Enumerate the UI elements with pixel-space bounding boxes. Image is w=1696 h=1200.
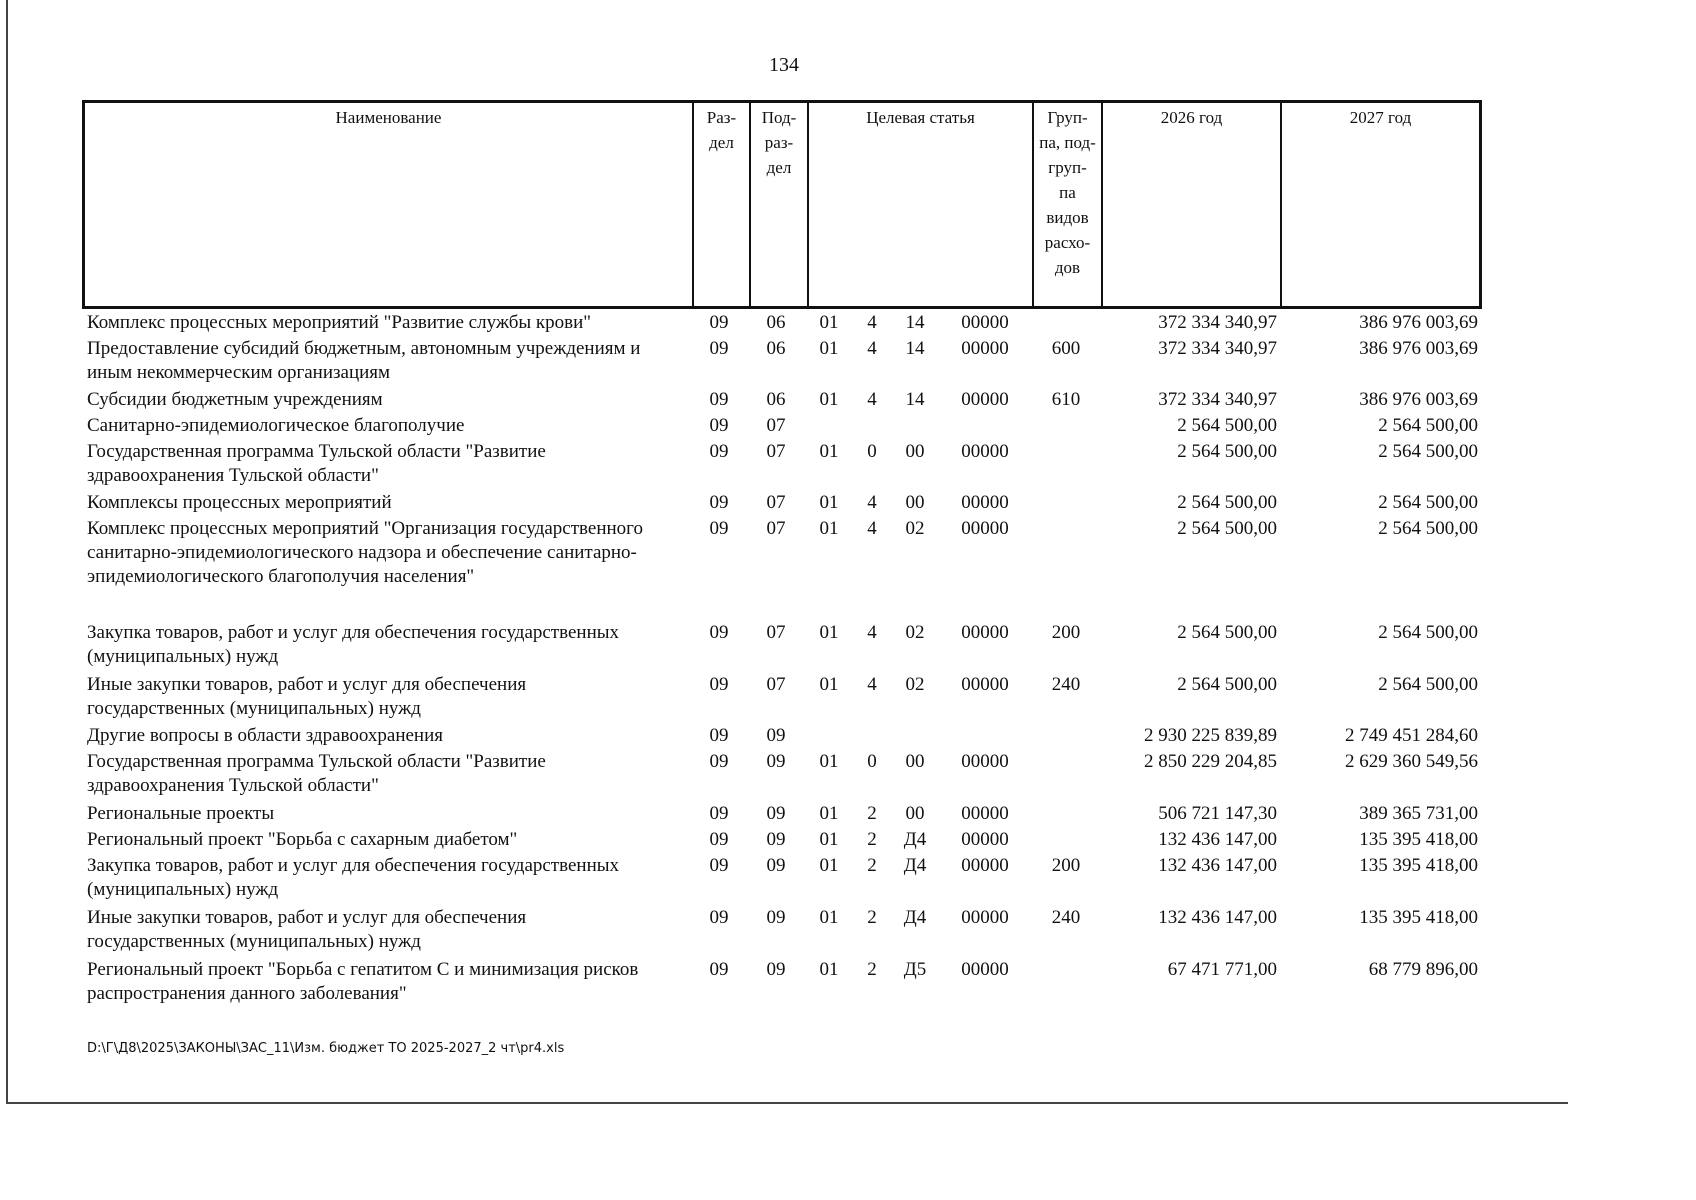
row-name: Государственная программа Тульской области "Развитие здравоохранения Тульской области" bbox=[87, 751, 546, 796]
row-target-type: 2 bbox=[867, 829, 877, 850]
row-target-direction: 00000 bbox=[961, 803, 1009, 824]
row-amount-2027: 2 749 451 284,60 bbox=[1345, 725, 1478, 746]
row-razdel: 09 bbox=[709, 751, 729, 772]
row-target-element: 02 bbox=[905, 518, 925, 539]
row-target-direction: 00000 bbox=[961, 855, 1009, 876]
row-target-program: 01 bbox=[819, 312, 839, 333]
row-amount-2027: 135 395 418,00 bbox=[1359, 907, 1478, 928]
row-podrazdel: 09 bbox=[766, 725, 786, 746]
row-podrazdel: 06 bbox=[766, 389, 786, 410]
row-name: Комплексы процессных мероприятий bbox=[87, 492, 392, 513]
row-target-element: 02 bbox=[905, 674, 925, 695]
row-amount-2027: 389 365 731,00 bbox=[1359, 803, 1478, 824]
row-target-program: 01 bbox=[819, 518, 839, 539]
row-target-program: 01 bbox=[819, 338, 839, 359]
row-razdel: 09 bbox=[709, 312, 729, 333]
row-amount-2026: 2 564 500,00 bbox=[1177, 674, 1277, 695]
row-target-type: 2 bbox=[867, 855, 877, 876]
row-target-direction: 00000 bbox=[961, 518, 1009, 539]
header-razdel: Раз- дел bbox=[706, 108, 737, 152]
row-razdel: 09 bbox=[709, 907, 729, 928]
row-name: Другие вопросы в области здравоохранения bbox=[87, 725, 444, 746]
row-name: Комплекс процессных мероприятий "Организация государственного санитарно-эпидемиологического надзора и обеспечение санитарно- эпидемиологического благополучия населения" bbox=[87, 518, 643, 587]
row-amount-2026: 372 334 340,97 bbox=[1158, 389, 1277, 410]
row-target-direction: 00000 bbox=[961, 674, 1009, 695]
row-target-element: 14 bbox=[905, 389, 925, 410]
row-amount-2026: 132 436 147,00 bbox=[1158, 829, 1277, 850]
row-razdel: 09 bbox=[709, 441, 729, 462]
row-target-element: Д4 bbox=[903, 829, 927, 850]
row-target-type: 4 bbox=[867, 518, 877, 539]
row-amount-2027: 2 564 500,00 bbox=[1378, 674, 1478, 695]
row-name: Иные закупки товаров, работ и услуг для обеспечения государственных (муниципальных) нужд bbox=[87, 907, 527, 952]
row-amount-2026: 2 564 500,00 bbox=[1177, 622, 1277, 643]
row-amount-2027: 68 779 896,00 bbox=[1368, 959, 1478, 980]
row-podrazdel: 09 bbox=[766, 855, 786, 876]
row-name: Региональные проекты bbox=[87, 803, 275, 824]
row-amount-2026: 506 721 147,30 bbox=[1158, 803, 1277, 824]
row-razdel: 09 bbox=[709, 959, 729, 980]
row-target-type: 4 bbox=[867, 492, 877, 513]
row-amount-2027: 386 976 003,69 bbox=[1359, 312, 1478, 333]
row-razdel: 09 bbox=[709, 674, 729, 695]
row-expense-group: 200 bbox=[1051, 622, 1081, 643]
row-razdel: 09 bbox=[709, 518, 729, 539]
row-podrazdel: 09 bbox=[766, 907, 786, 928]
row-podrazdel: 06 bbox=[766, 312, 786, 333]
row-expense-group: 610 bbox=[1051, 389, 1081, 410]
row-target-element: Д4 bbox=[903, 855, 927, 876]
header-2026: 2026 год bbox=[1160, 108, 1223, 127]
row-name: Санитарно-эпидемиологическое благополучие bbox=[87, 415, 465, 436]
row-amount-2026: 2 850 229 204,85 bbox=[1144, 751, 1277, 772]
row-podrazdel: 09 bbox=[766, 959, 786, 980]
row-target-element: 14 bbox=[905, 312, 925, 333]
row-target-direction: 00000 bbox=[961, 492, 1009, 513]
row-target-direction: 00000 bbox=[961, 959, 1009, 980]
row-amount-2027: 2 564 500,00 bbox=[1378, 622, 1478, 643]
row-name: Иные закупки товаров, работ и услуг для обеспечения государственных (муниципальных) нужд bbox=[87, 674, 527, 719]
row-target-element: Д5 bbox=[903, 959, 927, 980]
row-target-program: 01 bbox=[819, 492, 839, 513]
row-amount-2027: 135 395 418,00 bbox=[1359, 829, 1478, 850]
row-razdel: 09 bbox=[709, 389, 729, 410]
row-target-element: 00 bbox=[905, 492, 925, 513]
header-vr: Груп- па, под- груп- па видов расхо- дов bbox=[1039, 108, 1096, 277]
row-amount-2027: 2 564 500,00 bbox=[1378, 492, 1478, 513]
row-target-direction: 00000 bbox=[961, 312, 1009, 333]
row-podrazdel: 07 bbox=[766, 518, 786, 539]
row-amount-2026: 2 564 500,00 bbox=[1177, 518, 1277, 539]
row-target-direction: 00000 bbox=[961, 907, 1009, 928]
row-amount-2026: 2 564 500,00 bbox=[1177, 441, 1277, 462]
row-target-type: 2 bbox=[867, 959, 877, 980]
row-target-program: 01 bbox=[819, 441, 839, 462]
row-amount-2027: 2 564 500,00 bbox=[1378, 518, 1478, 539]
row-razdel: 09 bbox=[709, 492, 729, 513]
row-target-program: 01 bbox=[819, 803, 839, 824]
header-name: Наименование bbox=[335, 108, 442, 127]
row-target-element: 00 bbox=[905, 441, 925, 462]
row-podrazdel: 07 bbox=[766, 622, 786, 643]
row-amount-2027: 2 629 360 549,56 bbox=[1345, 751, 1478, 772]
row-target-type: 2 bbox=[867, 803, 877, 824]
footer-file-path: D:\Г\Д8\2025\ЗАКОНЫ\ЗАС_11\Изм. бюджет ТО 2025-2027_2 чт\pr4.xls bbox=[87, 1041, 565, 1056]
row-razdel: 09 bbox=[709, 803, 729, 824]
row-podrazdel: 09 bbox=[766, 803, 786, 824]
row-podrazdel: 09 bbox=[766, 829, 786, 850]
row-amount-2026: 67 471 771,00 bbox=[1167, 959, 1277, 980]
row-amount-2026: 2 564 500,00 bbox=[1177, 415, 1277, 436]
row-target-program: 01 bbox=[819, 389, 839, 410]
row-amount-2026: 372 334 340,97 bbox=[1158, 338, 1277, 359]
page-number: 134 bbox=[769, 54, 799, 76]
row-razdel: 09 bbox=[709, 855, 729, 876]
row-name: Закупка товаров, работ и услуг для обеспечения государственных (муниципальных) нужд bbox=[87, 622, 620, 667]
row-target-direction: 00000 bbox=[961, 338, 1009, 359]
row-podrazdel: 09 bbox=[766, 751, 786, 772]
row-target-direction: 00000 bbox=[961, 829, 1009, 850]
row-razdel: 09 bbox=[709, 725, 729, 746]
row-podrazdel: 06 bbox=[766, 338, 786, 359]
row-podrazdel: 07 bbox=[766, 441, 786, 462]
row-razdel: 09 bbox=[709, 338, 729, 359]
row-name: Предоставление субсидий бюджетным, автономным учреждениям и иным некоммерческим организациям bbox=[87, 338, 641, 383]
row-amount-2026: 2 564 500,00 bbox=[1177, 492, 1277, 513]
row-target-type: 4 bbox=[867, 338, 877, 359]
row-podrazdel: 07 bbox=[766, 415, 786, 436]
table-header bbox=[82, 100, 1482, 309]
row-name: Комплекс процессных мероприятий "Развитие службы крови" bbox=[87, 312, 592, 333]
row-amount-2027: 2 564 500,00 bbox=[1378, 415, 1478, 436]
row-target-element: 14 bbox=[905, 338, 925, 359]
row-target-type: 0 bbox=[867, 751, 877, 772]
row-target-element: Д4 bbox=[903, 907, 927, 928]
row-target-direction: 00000 bbox=[961, 622, 1009, 643]
row-razdel: 09 bbox=[709, 829, 729, 850]
row-expense-group: 240 bbox=[1051, 907, 1081, 928]
row-target-element: 02 bbox=[905, 622, 925, 643]
row-expense-group: 240 bbox=[1051, 674, 1081, 695]
row-name: Закупка товаров, работ и услуг для обеспечения государственных (муниципальных) нужд bbox=[87, 855, 620, 900]
row-amount-2027: 386 976 003,69 bbox=[1359, 389, 1478, 410]
row-target-element: 00 bbox=[905, 751, 925, 772]
row-target-program: 01 bbox=[819, 829, 839, 850]
row-target-program: 01 bbox=[819, 907, 839, 928]
row-razdel: 09 bbox=[709, 415, 729, 436]
header-podrazdel: Под- раз- дел bbox=[761, 108, 797, 177]
row-expense-group: 200 bbox=[1051, 855, 1081, 876]
row-razdel: 09 bbox=[709, 622, 729, 643]
row-amount-2027: 135 395 418,00 bbox=[1359, 855, 1478, 876]
row-target-program: 01 bbox=[819, 674, 839, 695]
row-amount-2027: 386 976 003,69 bbox=[1359, 338, 1478, 359]
row-target-type: 4 bbox=[867, 312, 877, 333]
row-target-element: 00 bbox=[905, 803, 925, 824]
row-amount-2026: 2 930 225 839,89 bbox=[1144, 725, 1277, 746]
row-target-type: 4 bbox=[867, 674, 877, 695]
row-name: Государственная программа Тульской области "Развитие здравоохранения Тульской области" bbox=[87, 441, 546, 486]
row-name: Субсидии бюджетным учреждениям bbox=[87, 389, 383, 410]
row-target-program: 01 bbox=[819, 855, 839, 876]
row-amount-2026: 132 436 147,00 bbox=[1158, 907, 1277, 928]
page-edge-bottom bbox=[6, 1102, 1568, 1104]
row-target-program: 01 bbox=[819, 622, 839, 643]
row-amount-2026: 132 436 147,00 bbox=[1158, 855, 1277, 876]
row-podrazdel: 07 bbox=[766, 674, 786, 695]
row-name: Региональный проект "Борьба с гепатитом С и минимизация рисков распространения данного заболевания" bbox=[87, 959, 639, 1004]
row-podrazdel: 07 bbox=[766, 492, 786, 513]
row-target-direction: 00000 bbox=[961, 751, 1009, 772]
header-2027: 2027 год bbox=[1349, 108, 1412, 127]
row-target-direction: 00000 bbox=[961, 441, 1009, 462]
page-edge-left bbox=[6, 0, 8, 1104]
row-target-program: 01 bbox=[819, 959, 839, 980]
header-target: Целевая статья bbox=[866, 108, 975, 127]
row-target-program: 01 bbox=[819, 751, 839, 772]
row-amount-2026: 372 334 340,97 bbox=[1158, 312, 1277, 333]
row-amount-2027: 2 564 500,00 bbox=[1378, 441, 1478, 462]
row-expense-group: 600 bbox=[1051, 338, 1081, 359]
row-target-type: 4 bbox=[867, 622, 877, 643]
row-target-type: 0 bbox=[867, 441, 877, 462]
row-target-type: 2 bbox=[867, 907, 877, 928]
row-target-type: 4 bbox=[867, 389, 877, 410]
row-name: Региональный проект "Борьба с сахарным диабетом" bbox=[87, 829, 518, 850]
row-target-direction: 00000 bbox=[961, 389, 1009, 410]
